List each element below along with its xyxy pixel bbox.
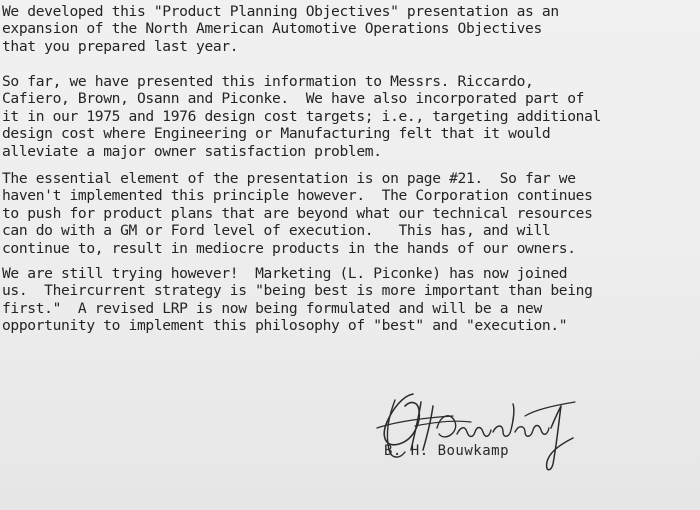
handwritten-signature bbox=[375, 388, 590, 476]
paragraph-presentations: So far, we have presented this information to Messrs. Riccardo, Cafiero, Brown, Osann and Piconke. We have also incorporated part of it in our 1975 and 1976 design cost targets; i.e., targeting additional design cost where Engineering or Manufacturing felt that it would alleviate a major owner satisfaction problem. bbox=[2, 73, 601, 160]
paragraph-intro: We developed this "Product Planning Objectives" presentation as an expansion of the North American Automotive Operations Objectives that you prepared last year. bbox=[2, 3, 559, 55]
paragraph-still-trying: We are still trying however! Marketing (L. Piconke) has now joined us. Theircurrent strategy is "being best is more important than being first." A revised LRP is now being formulated and will be a new opportunity to implement this philosophy of "best" and "execution." bbox=[2, 265, 593, 335]
signer-name: B. H. Bouwkamp bbox=[384, 443, 510, 459]
paragraph-essential-element: The essential element of the presentation is on page #21. So far we haven't implemented this principle however. The Corporation continues to push for product plans that are beyond what our technical resources can do with a GM or Ford level of execution. This has, and will continue to, result in mediocre products in the hands of our owners. bbox=[2, 170, 593, 257]
